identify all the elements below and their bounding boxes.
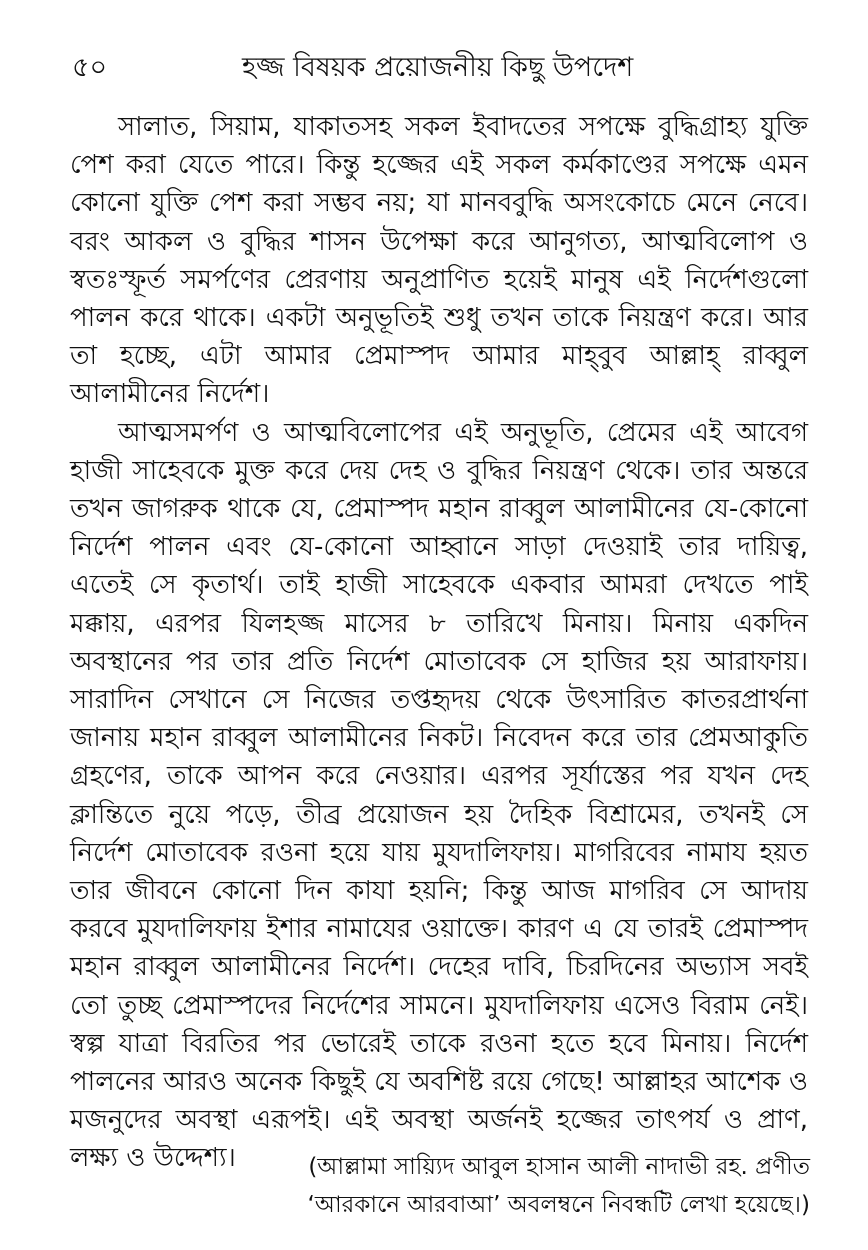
- source-attribution: [300, 1148, 810, 1224]
- running-title: হজ্জ বিষয়ক প্রয়োজনীয় কিছু উপদেশ: [242, 52, 634, 83]
- attribution-line-1: (আল্লামা সায়্যিদ আবুল হাসান আলী নাদাভী রহ. প্রণীত: [308, 1154, 810, 1180]
- body-text: [70, 108, 808, 1178]
- page-header: [72, 48, 812, 98]
- paragraph-1: সালাত, সিয়াম, যাকাতসহ সকল ইবাদতের সপক্ষে বুদ্ধিগ্রাহ্য যুক্তি পেশ করা যেতে পারে। কিন্তু হজ্জের এই সকল কর্মকাণ্ডের সপক্ষে এমন কোনো যুক্তি পেশ করা সম্ভব নয়; যা মানববুদ্ধি অসংকোচে মেনে নেবে। বরং আকল ও বুদ্ধির শাসন উপেক্ষা করে আনুগত্য, আত্মবিলোপ ও স্বতঃস্ফূর্ত সমর্পণের প্রেরণায় অনুপ্রাণিত হয়েই মানুষ এই নির্দেশগুলো পালন করে থাকে। একটা অনুভূতিই শুধু তখন তাকে নিয়ন্ত্রণ করে। আর তা হচ্ছে, এটা আমার প্রেমাস্পদ আমার মাহ্‌বুব আল্লাহ্‌ রাব্বুল আলামীনের নির্দেশ।: [70, 112, 808, 410]
- page-number: ৫০: [72, 52, 108, 83]
- attribution-line-2: ‘আরকানে আরবাআ’ অবলম্বনে নিবন্ধটি লেখা হয়েছে।): [307, 1192, 810, 1218]
- paragraph-2: আত্মসমর্পণ ও আত্মবিলোপের এই অনুভূতি, প্রেমের এই আবেগ হাজী সাহেবকে মুক্ত করে দেয় দেহ ও বুদ্ধির নিয়ন্ত্রণ থেকে। তার অন্তরে তখন জাগরুক থাকে যে, প্রেমাস্পদ মহান রাব্বুল আলামীনের যে-কোনো নির্দেশ পালন এবং যে-কোনো আহ্বানে সাড়া দেওয়াই তার দায়িত্ব, এতেই সে কৃতার্থ। তাই হাজী সাহেবকে একবার আমরা দেখতে পাই মক্কায়, এরপর যিলহজ্জ মাসের ৮ তারিখে মিনায়। মিনায় একদিন অবস্থানের পর তার প্রতি নির্দেশ মোতাবেক সে হাজির হয় আরাফায়। সারাদিন সেখানে সে নিজের তপ্তহৃদয় থেকে উৎসারিত কাতরপ্রার্থনা জানায় মহান রাব্বুল আলামীনের নিকট। নিবেদন করে তার প্রেমআকুতি গ্রহণের, তাকে আপন করে নেওয়ার। এরপর সূর্যাস্তের পর যখন দেহ ক্লান্তিতে নুয়ে পড়ে, তীব্র প্রয়োজন হয় দৈহিক বিশ্রামের, তখনই সে নির্দেশ মোতাবেক রওনা হয়ে যায় মুযদালিফায়। মাগরিবের নামায হয়ত তার জীবনে কোনো দিন কাযা হয়নি; কিন্তু আজ মাগরিব সে আদায় করবে মুযদালিফায় ইশার নামাযের ওয়াক্তে। কারণ এ যে তারই প্রেমাস্পদ মহান রাব্বুল আলামীনের নির্দেশ। দেহের দাবি, চিরদিনের অভ্যাস সবই তো তুচ্ছ প্রেমাস্পদের নির্দেশের সামনে। মুযদালিফায় এসেও বিরাম নেই। স্বল্প যাত্রা বিরতির পর ভোরেই তাকে রওনা হতে হবে মিনায়। নির্দেশ পালনের আরও অনেক কিছুই যে অবশিষ্ট রয়ে গেছে! আল্লাহর আশেক ও মজনুদের অবস্থা এরূপই। এই অবস্থা অর্জনই হজ্জের তাৎপর্য ও প্রাণ, লক্ষ্য ও উদ্দেশ্য।: [70, 417, 808, 1174]
